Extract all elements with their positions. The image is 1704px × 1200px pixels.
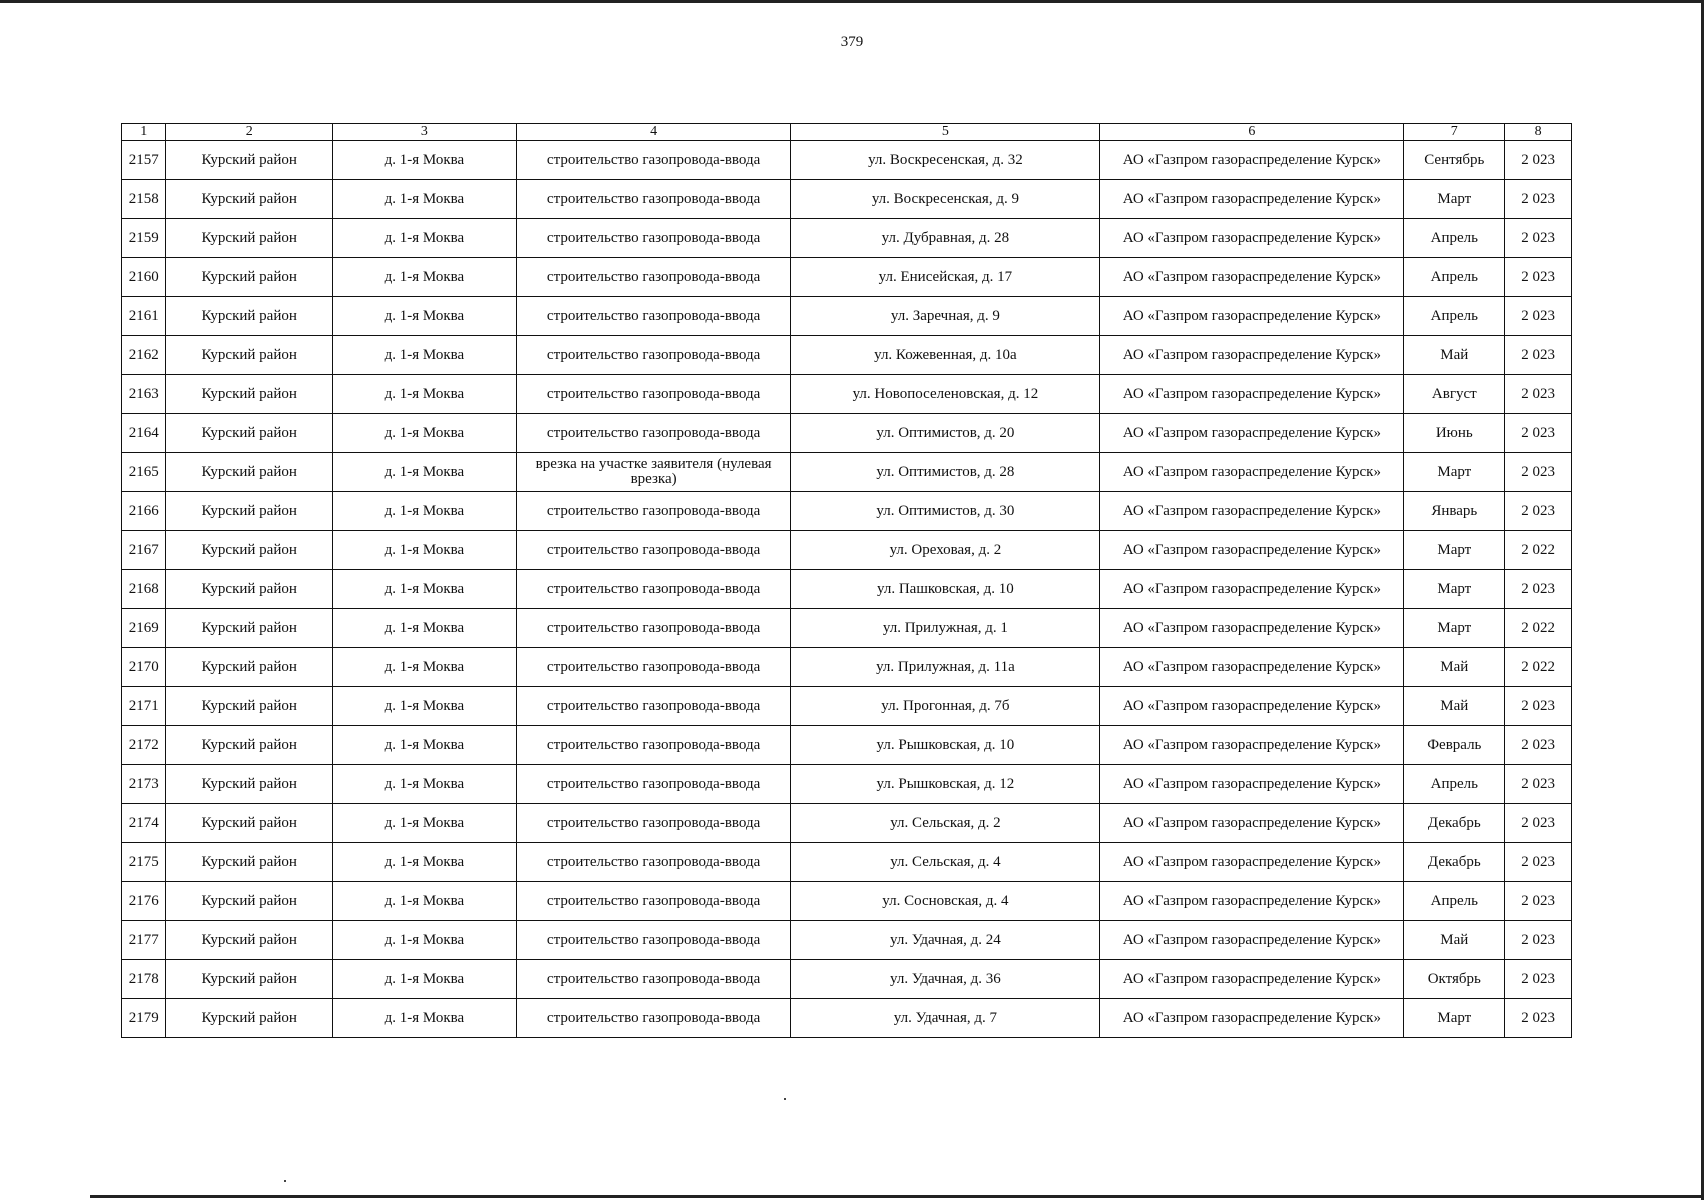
cell-address: ул. Удачная, д. 7 bbox=[791, 999, 1100, 1038]
cell-work-type: строительство газопровода-ввода bbox=[516, 531, 791, 570]
cell-settlement: д. 1-я Моква bbox=[333, 141, 517, 180]
cell-organization: АО «Газпром газораспределение Курск» bbox=[1100, 219, 1404, 258]
cell-year: 2 023 bbox=[1505, 570, 1572, 609]
cell-year: 2 022 bbox=[1505, 531, 1572, 570]
cell-row-number: 2167 bbox=[122, 531, 166, 570]
cell-address: ул. Ореховая, д. 2 bbox=[791, 531, 1100, 570]
cell-settlement: д. 1-я Моква bbox=[333, 999, 517, 1038]
cell-work-type: строительство газопровода-ввода bbox=[516, 609, 791, 648]
cell-settlement: д. 1-я Моква bbox=[333, 687, 517, 726]
header-row bbox=[122, 124, 1572, 141]
table-row bbox=[122, 258, 1572, 297]
table-row bbox=[122, 492, 1572, 531]
cell-work-type: строительство газопровода-ввода bbox=[516, 765, 791, 804]
scan-border-bottom bbox=[90, 1195, 1704, 1198]
cell-work-type: строительство газопровода-ввода bbox=[516, 960, 791, 999]
cell-row-number: 2170 bbox=[122, 648, 166, 687]
table-row bbox=[122, 726, 1572, 765]
cell-work-type: строительство газопровода-ввода bbox=[516, 258, 791, 297]
cell-district: Курский район bbox=[166, 960, 333, 999]
cell-organization: АО «Газпром газораспределение Курск» bbox=[1100, 336, 1404, 375]
cell-month: Июнь bbox=[1404, 414, 1505, 453]
cell-organization: АО «Газпром газораспределение Курск» bbox=[1100, 570, 1404, 609]
cell-month: Март bbox=[1404, 570, 1505, 609]
cell-month: Март bbox=[1404, 453, 1505, 492]
cell-district: Курский район bbox=[166, 336, 333, 375]
cell-year: 2 023 bbox=[1505, 414, 1572, 453]
cell-row-number: 2162 bbox=[122, 336, 166, 375]
cell-address: ул. Пашковская, д. 10 bbox=[791, 570, 1100, 609]
cell-year: 2 023 bbox=[1505, 726, 1572, 765]
cell-settlement: д. 1-я Моква bbox=[333, 843, 517, 882]
table-row bbox=[122, 453, 1572, 492]
cell-row-number: 2169 bbox=[122, 609, 166, 648]
cell-district: Курский район bbox=[166, 531, 333, 570]
cell-address: ул. Оптимистов, д. 30 bbox=[791, 492, 1100, 531]
cell-month: Апрель bbox=[1404, 297, 1505, 336]
cell-district: Курский район bbox=[166, 375, 333, 414]
cell-settlement: д. 1-я Моква bbox=[333, 765, 517, 804]
cell-settlement: д. 1-я Моква bbox=[333, 609, 517, 648]
column-header: 5 bbox=[791, 124, 1100, 141]
cell-year: 2 023 bbox=[1505, 336, 1572, 375]
cell-address: ул. Кожевенная, д. 10а bbox=[791, 336, 1100, 375]
cell-organization: АО «Газпром газораспределение Курск» bbox=[1100, 765, 1404, 804]
cell-organization: АО «Газпром газораспределение Курск» bbox=[1100, 921, 1404, 960]
page-number: 379 bbox=[840, 34, 864, 50]
cell-year: 2 023 bbox=[1505, 141, 1572, 180]
column-header: 4 bbox=[516, 124, 791, 141]
table-row bbox=[122, 570, 1572, 609]
cell-year: 2 023 bbox=[1505, 882, 1572, 921]
cell-row-number: 2171 bbox=[122, 687, 166, 726]
cell-month: Апрель bbox=[1404, 882, 1505, 921]
cell-month: Март bbox=[1404, 531, 1505, 570]
cell-month: Август bbox=[1404, 375, 1505, 414]
cell-settlement: д. 1-я Моква bbox=[333, 336, 517, 375]
cell-work-type: строительство газопровода-ввода bbox=[516, 882, 791, 921]
cell-year: 2 023 bbox=[1505, 453, 1572, 492]
cell-month: Май bbox=[1404, 648, 1505, 687]
cell-settlement: д. 1-я Моква bbox=[333, 453, 517, 492]
cell-work-type: строительство газопровода-ввода bbox=[516, 219, 791, 258]
cell-row-number: 2175 bbox=[122, 843, 166, 882]
cell-address: ул. Рышковская, д. 10 bbox=[791, 726, 1100, 765]
cell-address: ул. Рышковская, д. 12 bbox=[791, 765, 1100, 804]
cell-month: Март bbox=[1404, 609, 1505, 648]
cell-work-type: строительство газопровода-ввода bbox=[516, 804, 791, 843]
column-header: 3 bbox=[333, 124, 517, 141]
cell-year: 2 023 bbox=[1505, 375, 1572, 414]
cell-work-type: строительство газопровода-ввода bbox=[516, 999, 791, 1038]
cell-settlement: д. 1-я Моква bbox=[333, 258, 517, 297]
cell-work-type: строительство газопровода-ввода bbox=[516, 414, 791, 453]
cell-organization: АО «Газпром газораспределение Курск» bbox=[1100, 453, 1404, 492]
cell-row-number: 2176 bbox=[122, 882, 166, 921]
cell-year: 2 023 bbox=[1505, 765, 1572, 804]
cell-address: ул. Енисейская, д. 17 bbox=[791, 258, 1100, 297]
table-row bbox=[122, 648, 1572, 687]
table-row bbox=[122, 804, 1572, 843]
cell-district: Курский район bbox=[166, 570, 333, 609]
table-row bbox=[122, 999, 1572, 1038]
cell-year: 2 023 bbox=[1505, 258, 1572, 297]
cell-month: Март bbox=[1404, 999, 1505, 1038]
table-row bbox=[122, 141, 1572, 180]
cell-settlement: д. 1-я Моква bbox=[333, 180, 517, 219]
cell-district: Курский район bbox=[166, 258, 333, 297]
cell-work-type: строительство газопровода-ввода bbox=[516, 921, 791, 960]
cell-organization: АО «Газпром газораспределение Курск» bbox=[1100, 180, 1404, 219]
cell-row-number: 2164 bbox=[122, 414, 166, 453]
cell-work-type: строительство газопровода-ввода bbox=[516, 336, 791, 375]
table-header bbox=[122, 124, 1572, 141]
cell-year: 2 023 bbox=[1505, 843, 1572, 882]
cell-settlement: д. 1-я Моква bbox=[333, 648, 517, 687]
cell-organization: АО «Газпром газораспределение Курск» bbox=[1100, 609, 1404, 648]
cell-district: Курский район bbox=[166, 765, 333, 804]
cell-settlement: д. 1-я Моква bbox=[333, 804, 517, 843]
cell-month: Март bbox=[1404, 180, 1505, 219]
cell-district: Курский район bbox=[166, 687, 333, 726]
cell-year: 2 023 bbox=[1505, 492, 1572, 531]
cell-organization: АО «Газпром газораспределение Курск» bbox=[1100, 687, 1404, 726]
cell-organization: АО «Газпром газораспределение Курск» bbox=[1100, 726, 1404, 765]
table-row bbox=[122, 960, 1572, 999]
table-row bbox=[122, 414, 1572, 453]
cell-settlement: д. 1-я Моква bbox=[333, 375, 517, 414]
cell-settlement: д. 1-я Моква bbox=[333, 297, 517, 336]
cell-row-number: 2179 bbox=[122, 999, 166, 1038]
cell-settlement: д. 1-я Моква bbox=[333, 921, 517, 960]
cell-organization: АО «Газпром газораспределение Курск» bbox=[1100, 648, 1404, 687]
cell-year: 2 023 bbox=[1505, 804, 1572, 843]
cell-work-type: строительство газопровода-ввода bbox=[516, 141, 791, 180]
cell-row-number: 2166 bbox=[122, 492, 166, 531]
cell-organization: АО «Газпром газораспределение Курск» bbox=[1100, 531, 1404, 570]
cell-row-number: 2161 bbox=[122, 297, 166, 336]
cell-row-number: 2172 bbox=[122, 726, 166, 765]
cell-district: Курский район bbox=[166, 297, 333, 336]
table-body bbox=[122, 141, 1572, 1038]
cell-year: 2 023 bbox=[1505, 999, 1572, 1038]
cell-row-number: 2177 bbox=[122, 921, 166, 960]
cell-month: Май bbox=[1404, 687, 1505, 726]
cell-district: Курский район bbox=[166, 999, 333, 1038]
cell-district: Курский район bbox=[166, 648, 333, 687]
cell-month: Январь bbox=[1404, 492, 1505, 531]
cell-work-type: строительство газопровода-ввода bbox=[516, 687, 791, 726]
cell-organization: АО «Газпром газораспределение Курск» bbox=[1100, 960, 1404, 999]
table-row bbox=[122, 336, 1572, 375]
table-row bbox=[122, 882, 1572, 921]
column-header: 1 bbox=[122, 124, 166, 141]
cell-district: Курский район bbox=[166, 141, 333, 180]
cell-year: 2 023 bbox=[1505, 180, 1572, 219]
cell-address: ул. Оптимистов, д. 20 bbox=[791, 414, 1100, 453]
cell-settlement: д. 1-я Моква bbox=[333, 882, 517, 921]
cell-address: ул. Сосновская, д. 4 bbox=[791, 882, 1100, 921]
cell-work-type: строительство газопровода-ввода bbox=[516, 180, 791, 219]
cell-district: Курский район bbox=[166, 921, 333, 960]
cell-organization: АО «Газпром газораспределение Курск» bbox=[1100, 297, 1404, 336]
cell-month: Апрель bbox=[1404, 258, 1505, 297]
cell-organization: АО «Газпром газораспределение Курск» bbox=[1100, 843, 1404, 882]
cell-row-number: 2168 bbox=[122, 570, 166, 609]
cell-organization: АО «Газпром газораспределение Курск» bbox=[1100, 492, 1404, 531]
cell-address: ул. Оптимистов, д. 28 bbox=[791, 453, 1100, 492]
cell-settlement: д. 1-я Моква bbox=[333, 531, 517, 570]
cell-year: 2 023 bbox=[1505, 219, 1572, 258]
column-header: 7 bbox=[1404, 124, 1505, 141]
cell-organization: АО «Газпром газораспределение Курск» bbox=[1100, 414, 1404, 453]
cell-row-number: 2159 bbox=[122, 219, 166, 258]
table-row bbox=[122, 765, 1572, 804]
cell-month: Апрель bbox=[1404, 219, 1505, 258]
cell-month: Май bbox=[1404, 336, 1505, 375]
column-header: 2 bbox=[166, 124, 333, 141]
cell-district: Курский район bbox=[166, 609, 333, 648]
cell-address: ул. Прилужная, д. 11а bbox=[791, 648, 1100, 687]
cell-year: 2 023 bbox=[1505, 921, 1572, 960]
cell-district: Курский район bbox=[166, 453, 333, 492]
cell-address: ул. Заречная, д. 9 bbox=[791, 297, 1100, 336]
scan-speck bbox=[784, 1098, 786, 1100]
cell-settlement: д. 1-я Моква bbox=[333, 414, 517, 453]
cell-settlement: д. 1-я Моква bbox=[333, 726, 517, 765]
cell-address: ул. Воскресенская, д. 9 bbox=[791, 180, 1100, 219]
cell-month: Декабрь bbox=[1404, 843, 1505, 882]
cell-row-number: 2173 bbox=[122, 765, 166, 804]
cell-district: Курский район bbox=[166, 414, 333, 453]
cell-district: Курский район bbox=[166, 804, 333, 843]
cell-row-number: 2178 bbox=[122, 960, 166, 999]
cell-year: 2 022 bbox=[1505, 609, 1572, 648]
cell-row-number: 2160 bbox=[122, 258, 166, 297]
cell-month: Сентябрь bbox=[1404, 141, 1505, 180]
table-row bbox=[122, 180, 1572, 219]
table-row bbox=[122, 219, 1572, 258]
cell-district: Курский район bbox=[166, 843, 333, 882]
cell-year: 2 023 bbox=[1505, 687, 1572, 726]
cell-address: ул. Новопоселеновская, д. 12 bbox=[791, 375, 1100, 414]
table-row bbox=[122, 297, 1572, 336]
cell-district: Курский район bbox=[166, 492, 333, 531]
column-header: 6 bbox=[1100, 124, 1404, 141]
cell-settlement: д. 1-я Моква bbox=[333, 219, 517, 258]
cell-district: Курский район bbox=[166, 726, 333, 765]
cell-district: Курский район bbox=[166, 219, 333, 258]
cell-work-type: строительство газопровода-ввода bbox=[516, 843, 791, 882]
cell-organization: АО «Газпром газораспределение Курск» bbox=[1100, 258, 1404, 297]
cell-address: ул. Дубравная, д. 28 bbox=[791, 219, 1100, 258]
cell-work-type: строительство газопровода-ввода bbox=[516, 570, 791, 609]
cell-district: Курский район bbox=[166, 882, 333, 921]
cell-year: 2 023 bbox=[1505, 297, 1572, 336]
cell-row-number: 2163 bbox=[122, 375, 166, 414]
table-row bbox=[122, 531, 1572, 570]
cell-month: Февраль bbox=[1404, 726, 1505, 765]
cell-work-type: строительство газопровода-ввода bbox=[516, 648, 791, 687]
cell-work-type: строительство газопровода-ввода bbox=[516, 375, 791, 414]
cell-address: ул. Прогонная, д. 7б bbox=[791, 687, 1100, 726]
cell-month: Май bbox=[1404, 921, 1505, 960]
cell-row-number: 2157 bbox=[122, 141, 166, 180]
cell-settlement: д. 1-я Моква bbox=[333, 960, 517, 999]
table-row bbox=[122, 843, 1572, 882]
table-row bbox=[122, 375, 1572, 414]
cell-work-type: строительство газопровода-ввода bbox=[516, 297, 791, 336]
scan-speck bbox=[284, 1180, 286, 1182]
cell-row-number: 2174 bbox=[122, 804, 166, 843]
cell-month: Октябрь bbox=[1404, 960, 1505, 999]
cell-work-type: строительство газопровода-ввода bbox=[516, 726, 791, 765]
gasification-table bbox=[121, 123, 1572, 1038]
cell-district: Курский район bbox=[166, 180, 333, 219]
cell-address: ул. Сельская, д. 4 bbox=[791, 843, 1100, 882]
cell-organization: АО «Газпром газораспределение Курск» bbox=[1100, 804, 1404, 843]
cell-organization: АО «Газпром газораспределение Курск» bbox=[1100, 375, 1404, 414]
scan-border-top bbox=[0, 0, 1704, 3]
cell-organization: АО «Газпром газораспределение Курск» bbox=[1100, 999, 1404, 1038]
cell-address: ул. Воскресенская, д. 32 bbox=[791, 141, 1100, 180]
cell-organization: АО «Газпром газораспределение Курск» bbox=[1100, 882, 1404, 921]
cell-row-number: 2158 bbox=[122, 180, 166, 219]
cell-month: Декабрь bbox=[1404, 804, 1505, 843]
table-row bbox=[122, 687, 1572, 726]
table-row bbox=[122, 921, 1572, 960]
cell-address: ул. Прилужная, д. 1 bbox=[791, 609, 1100, 648]
cell-address: ул. Удачная, д. 36 bbox=[791, 960, 1100, 999]
cell-address: ул. Сельская, д. 2 bbox=[791, 804, 1100, 843]
column-header: 8 bbox=[1505, 124, 1572, 141]
cell-settlement: д. 1-я Моква bbox=[333, 570, 517, 609]
cell-year: 2 023 bbox=[1505, 960, 1572, 999]
cell-work-type: строительство газопровода-ввода bbox=[516, 492, 791, 531]
cell-settlement: д. 1-я Моква bbox=[333, 492, 517, 531]
cell-organization: АО «Газпром газораспределение Курск» bbox=[1100, 141, 1404, 180]
table-row bbox=[122, 609, 1572, 648]
cell-month: Апрель bbox=[1404, 765, 1505, 804]
cell-address: ул. Удачная, д. 24 bbox=[791, 921, 1100, 960]
cell-work-type: врезка на участке заявителя (нулевая врезка) bbox=[516, 453, 791, 492]
cell-row-number: 2165 bbox=[122, 453, 166, 492]
cell-year: 2 022 bbox=[1505, 648, 1572, 687]
